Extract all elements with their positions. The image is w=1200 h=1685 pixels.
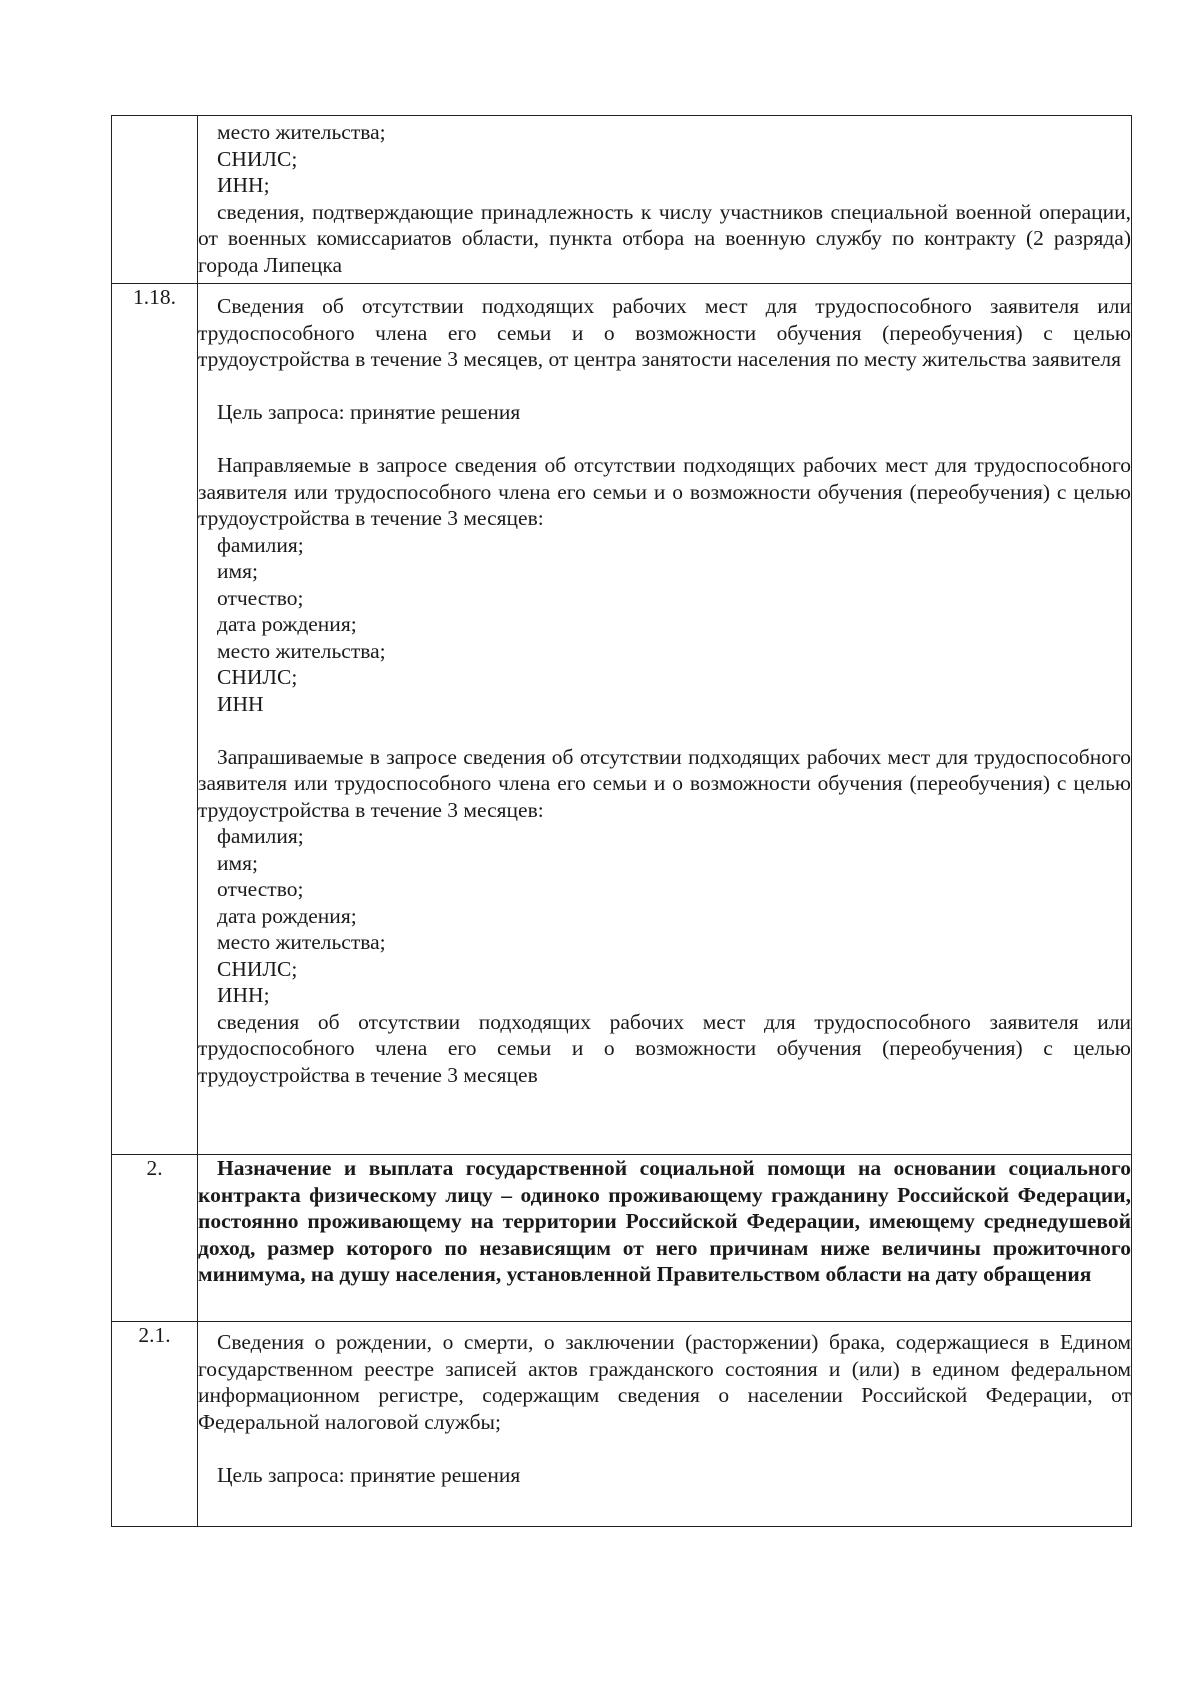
paragraph: Сведения об отсутствии подходящих рабочих мест для трудоспособного заявителя или трудоспособного члена его семьи и о возможности обучения (переобучения) с целью трудоустройства в течение 3 месяцев, от центра занятости населения по месту жительства заявителя: [198, 294, 1131, 371]
table-row: [112, 1155, 1132, 1322]
paragraph: сведения об отсутствии подходящих рабочих мест для трудоспособного заявителя или трудоспособного члена его семьи и о возможности обучения (переобучения) с целью трудоустройства в течение 3 месяцев: [198, 1009, 1131, 1087]
data-table: [111, 115, 1132, 1527]
row-number: 2.: [112, 1155, 198, 1322]
row-number: [112, 116, 198, 284]
list-item: СНИЛС;: [217, 146, 298, 171]
list-item: ИНН;: [217, 983, 270, 1007]
list-item: дата рождения;: [217, 612, 357, 636]
list-item: фамилия;: [217, 532, 304, 557]
list-item: дата рождения;: [217, 903, 357, 928]
purpose-text: Цель запроса: принятие решения: [217, 400, 521, 424]
list-item: СНИЛС;: [217, 956, 298, 981]
list-item: место жительства;: [217, 930, 386, 954]
list-item: имя;: [217, 559, 258, 583]
list-item: место жительства;: [217, 638, 386, 663]
list-item: отчество;: [217, 585, 304, 610]
row-content: [198, 284, 1132, 1155]
paragraph: Направляемые в запросе сведения об отсутствии подходящих рабочих мест для трудоспособного заявителя или трудоспособного члена его семьи и о возможности обучения (переобучения) с целью трудоустройства в течение 3 месяцев:: [198, 453, 1131, 530]
list-item: отчество;: [217, 877, 304, 901]
paragraph: Запрашиваемые в запросе сведения об отсутствии подходящих рабочих мест для трудоспособного заявителя или трудоспособного члена его семьи и о возможности обучения (переобучения) с целью трудоустройства в течение 3 месяцев:: [198, 744, 1131, 822]
purpose-text: Цель запроса: принятие решения: [217, 1462, 521, 1487]
row-number: 2.1.: [112, 1322, 198, 1527]
row-content: [198, 116, 1132, 284]
list-item: СНИЛС;: [217, 665, 298, 689]
list-item: имя;: [217, 850, 258, 875]
table-row: [112, 1322, 1132, 1527]
table-row: [112, 284, 1132, 1155]
table-row: [112, 116, 1132, 284]
section-heading: Назначение и выплата государственной социальной помощи на основании социального контракта физическому лицу – одиноко проживающему гражданину Российской Федерации, постоянно проживающему на территории Российской Федерации, имеющему среднедушевой доход, размер которого по независящим от него причинам ниже величины прожиточного минимума, на душу населения, установленной Правительством области на дату обращения: [198, 1156, 1131, 1286]
row-number: 1.18.: [112, 284, 198, 1155]
list-item: фамилия;: [217, 824, 304, 848]
paragraph: Сведения о рождении, о смерти, о заключении (расторжении) брака, содержащиеся в Едином государственном реестре записей актов гражданского состояния и (или) в едином федеральном информационном регистре, содержащим сведения о населении Российской Федерации, от Федеральной налоговой службы;: [198, 1330, 1131, 1434]
list-item: ИНН: [217, 691, 264, 716]
paragraph: сведения, подтверждающие принадлежность к числу участников специальной военной операции, от военных комиссариатов области, пункта отбора на военную службу по контракту (2 разряда) города Липецка: [198, 199, 1131, 277]
list-item: место жительства;: [217, 120, 386, 144]
row-content: [198, 1155, 1132, 1322]
list-item: ИНН;: [217, 173, 270, 197]
row-content: [198, 1322, 1132, 1527]
